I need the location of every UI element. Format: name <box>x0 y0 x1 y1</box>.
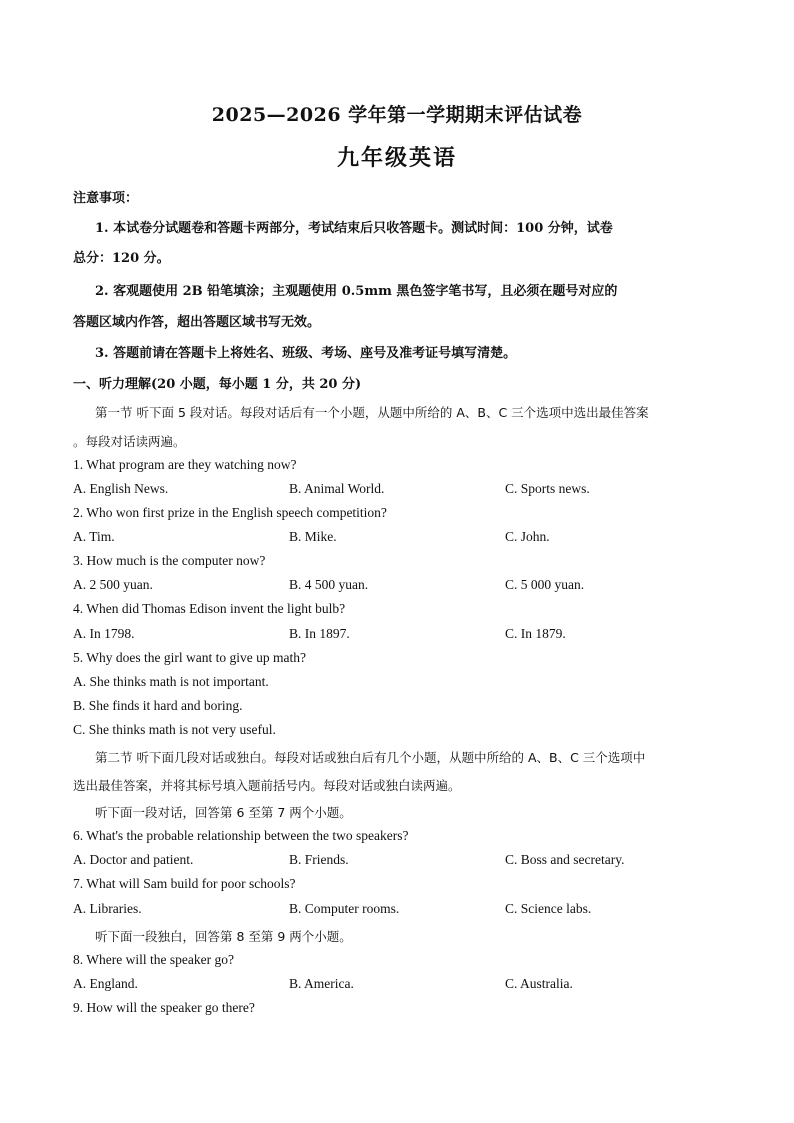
part2-instruction: 第二节 听下面几段对话或独白。每段对话或独白后有几个小题，从题中所给的 A、B、C 三个选项中 <box>95 750 646 765</box>
section-heading: 一、听力理解(20 小题，每小题 1 分，共 20 分) <box>73 377 362 392</box>
question-8: 8. Where will the speaker go? <box>73 952 234 967</box>
q6-option-b: B. Friends. <box>289 852 349 867</box>
notice-item-2: 2. 客观题使用 2B 铅笔填涂；主观题使用 0.5mm 黑色签字笔书写，且必须在题号对应的 <box>95 284 618 299</box>
question-5: 5. Why does the girl want to give up math? <box>73 650 306 665</box>
q4-option-a: A. In 1798. <box>73 626 135 641</box>
q5-option-c: C. She thinks math is not very useful. <box>73 722 276 737</box>
q2-option-a: A. Tim. <box>73 529 115 544</box>
q8-option-a: A. England. <box>73 976 138 991</box>
q2-option-b: B. Mike. <box>289 529 337 544</box>
q3-option-a: A. 2 500 yuan. <box>73 577 153 592</box>
part1-instruction-cont: 。每段对话读两遍。 <box>73 434 186 449</box>
q4-option-c: C. In 1879. <box>505 626 566 641</box>
question-2: 2. Who won first prize in the English speech competition? <box>73 505 387 520</box>
question-7: 7. What will Sam build for poor schools? <box>73 876 296 891</box>
question-9: 9. How will the speaker go there? <box>73 1000 255 1015</box>
q5-option-b: B. She finds it hard and boring. <box>73 698 243 713</box>
q7-option-c: C. Science labs. <box>505 901 592 916</box>
question-6: 6. What's the probable relationship between the two speakers? <box>73 828 409 843</box>
q6-option-c: C. Boss and secretary. <box>505 852 625 867</box>
exam-subtitle: 九年级英语 <box>336 145 457 171</box>
q1-option-a: A. English News. <box>73 481 169 496</box>
notice-item-1-cont: 总分：120 分。 <box>73 251 170 266</box>
q3-option-c: C. 5 000 yuan. <box>505 577 585 592</box>
q1-option-c: C. Sports news. <box>505 481 590 496</box>
q3-option-b: B. 4 500 yuan. <box>289 577 369 592</box>
notice-item-2-cont: 答题区域内作答，超出答题区域书写无效。 <box>73 315 321 330</box>
exam-title: 2025—2026 学年第一学期期末评估试卷 <box>211 104 583 126</box>
q1-option-b: B. Animal World. <box>289 481 385 496</box>
q7-option-b: B. Computer rooms. <box>289 901 400 916</box>
question-1: 1. What program are they watching now? <box>73 457 297 472</box>
q6-option-a: A. Doctor and patient. <box>73 852 194 867</box>
monologue-intro: 听下面一段独白，回答第 8 至第 9 两个小题。 <box>95 929 352 944</box>
q2-option-c: C. John. <box>505 529 550 544</box>
notice-item-1: 1. 本试卷分试题卷和答题卡两部分，考试结束后只收答题卡。测试时间：100 分钟，试卷 <box>95 221 613 236</box>
q8-option-c: C. Australia. <box>505 976 573 991</box>
dialogue-intro: 听下面一段对话，回答第 6 至第 7 两个小题。 <box>95 805 352 820</box>
question-3: 3. How much is the computer now? <box>73 553 266 568</box>
q4-option-b: B. In 1897. <box>289 626 350 641</box>
question-4: 4. When did Thomas Edison invent the light bulb? <box>73 601 346 616</box>
notice-heading: 注意事项： <box>73 191 139 206</box>
part2-instruction-cont: 选出最佳答案，并将其标号填入题前括号内。每段对话或独白读两遍。 <box>73 778 461 793</box>
q8-option-b: B. America. <box>289 976 354 991</box>
q5-option-a: A. She thinks math is not important. <box>73 674 269 689</box>
part1-instruction: 第一节 听下面 5 段对话。每段对话后有一个小题，从题中所给的 A、B、C 三个选项中选出最佳答案 <box>95 405 649 420</box>
notice-item-3: 3. 答题前请在答题卡上将姓名、班级、考场、座号及准考证号填写清楚。 <box>95 346 517 361</box>
q7-option-a: A. Libraries. <box>73 901 142 916</box>
